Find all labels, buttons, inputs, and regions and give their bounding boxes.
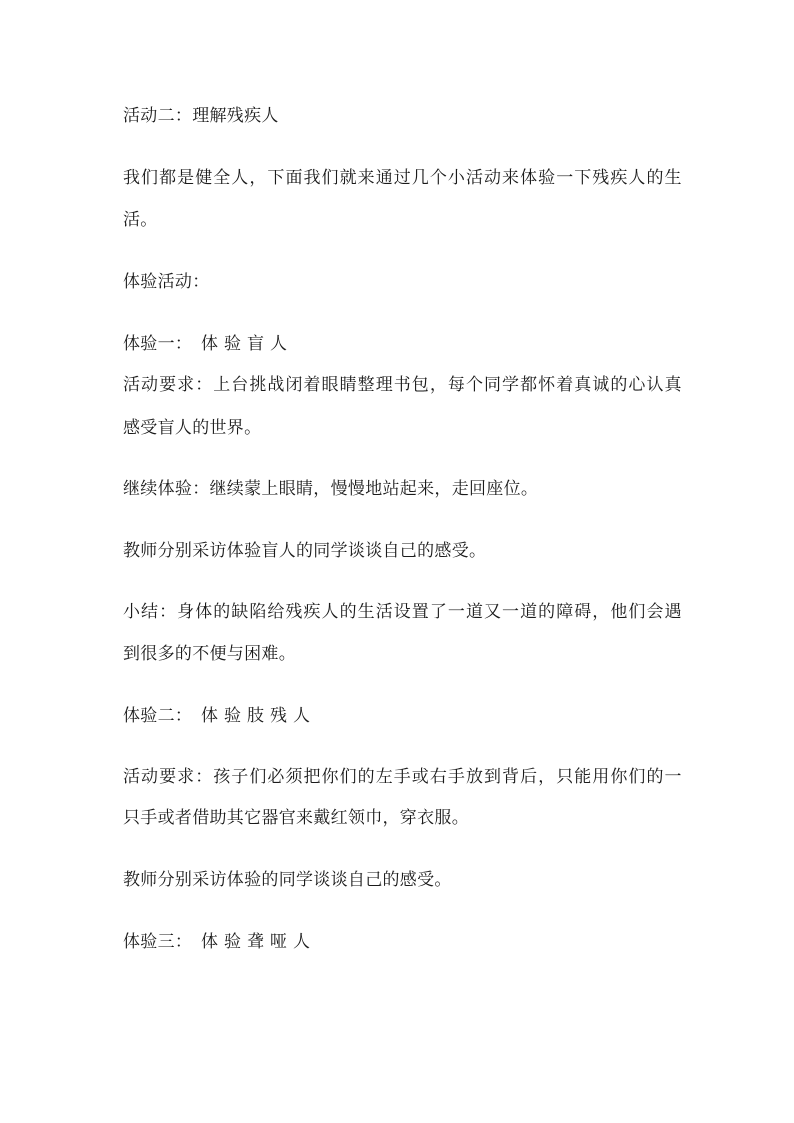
experience-activities-label: 体验活动： <box>123 272 210 292</box>
activity-two-heading: 活动二：理解残疾人 <box>123 106 279 126</box>
experience-one-requirement-line-1: 活动要求：上台挑战闭着眼睛整理书包，每个同学都怀着真诚的心认真 <box>123 375 683 395</box>
experience-two-heading: 体验二： 体 验 肢 残 人 <box>123 706 311 726</box>
summary-line-2: 到很多的不便与困难。 <box>123 644 296 664</box>
teacher-interview-paragraph: 教师分别采访体验的同学谈谈自己的感受。 <box>123 870 452 890</box>
experience-one-heading: 体验一： 体 验 盲 人 <box>123 334 288 354</box>
intro-paragraph-line-2: 活。 <box>123 210 158 230</box>
teacher-interview-blind-paragraph: 教师分别采访体验盲人的同学谈谈自己的感受。 <box>123 541 487 561</box>
experience-three-heading: 体验三： 体 验 聋 哑 人 <box>123 932 311 952</box>
summary-line-1: 小结：身体的缺陷给残疾人的生活设置了一道又一道的障碍，他们会遇 <box>123 602 683 622</box>
experience-one-requirement-line-2: 感受盲人的世界。 <box>123 418 262 438</box>
experience-two-requirement-line-1: 活动要求：孩子们必须把你们的左手或右手放到背后，只能用你们的一 <box>123 767 683 787</box>
experience-two-requirement-line-2: 只手或者借助其它器官来戴红领巾，穿衣服。 <box>123 808 469 828</box>
continue-experience-paragraph: 继续体验：继续蒙上眼睛，慢慢地站起来，走回座位。 <box>123 479 539 499</box>
intro-paragraph-line-1: 我们都是健全人，下面我们就来通过几个小活动来体验一下残疾人的生 <box>123 168 683 188</box>
